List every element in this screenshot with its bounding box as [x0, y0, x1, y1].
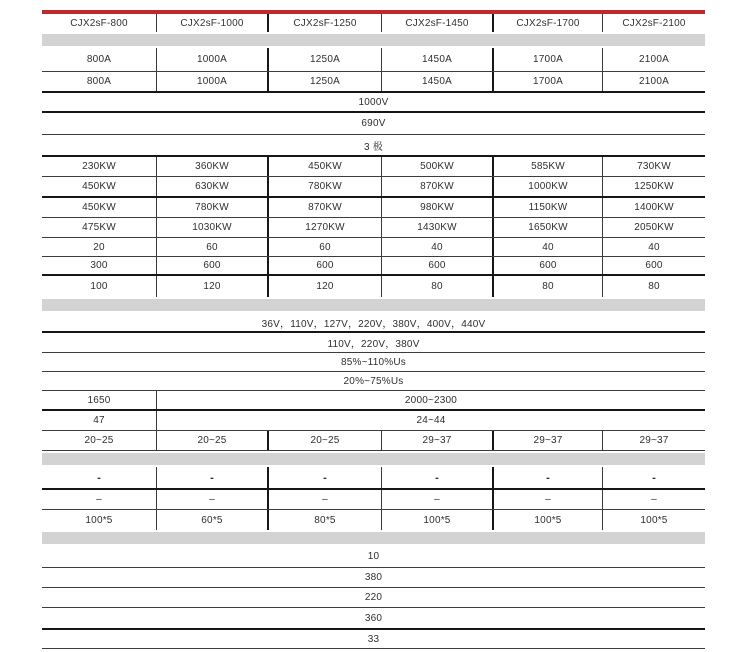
- table-header-row: [42, 14, 705, 32]
- table-row: [42, 490, 705, 510]
- table-cell: 29~37: [602, 431, 705, 450]
- table-row: [42, 113, 705, 135]
- table-cell: 1700A: [492, 72, 602, 91]
- column-header: CJX2sF-1700: [492, 14, 602, 32]
- column-header: CJX2sF-1000: [156, 14, 267, 32]
- table-row: [42, 276, 705, 297]
- table-cell-merged: 3 极: [364, 141, 383, 153]
- table-row: [42, 391, 705, 411]
- table-cell: 60: [267, 238, 381, 256]
- table-cell: 1000A: [156, 72, 267, 91]
- table-cell: 475KW: [82, 222, 116, 233]
- table-cell: 1250A: [267, 72, 381, 91]
- table-row: [42, 257, 705, 276]
- table-row: [42, 333, 705, 353]
- table-cell: 980KW: [381, 198, 492, 217]
- table-cell: 1250KW: [602, 177, 705, 196]
- table-cell-merged: 690V: [361, 118, 386, 129]
- table-cell: 40: [381, 238, 492, 256]
- table-cell: 29~37: [492, 431, 602, 450]
- table-row: [42, 431, 705, 451]
- table-cell: 1450A: [381, 72, 492, 91]
- table-cell: 20~25: [267, 431, 381, 450]
- table-cell: 360KW: [156, 157, 267, 176]
- table-cell-merged: 1000V: [358, 96, 389, 108]
- table-cell: 870KW: [267, 198, 381, 217]
- table-cell: 450KW: [267, 157, 381, 176]
- table-cell: 450KW: [82, 181, 116, 192]
- table-cell: 20: [93, 241, 105, 253]
- table-row: [42, 157, 705, 177]
- table-row: [42, 218, 705, 238]
- table-cell: –: [492, 490, 602, 509]
- table-cell: 600: [156, 257, 267, 274]
- table-cell-merged: 33: [367, 633, 380, 645]
- table-row: [42, 546, 705, 568]
- table-cell: –: [602, 490, 705, 509]
- table-cell: –: [156, 490, 267, 509]
- table-cell-merged: 20%~75%Us: [343, 375, 404, 387]
- table-cell: 120: [156, 276, 267, 297]
- table-row: [42, 630, 705, 649]
- table-cell: 1650KW: [492, 218, 602, 237]
- spec-table: [42, 10, 705, 649]
- table-row: [42, 588, 705, 608]
- table-cell: 1000KW: [492, 177, 602, 196]
- section-divider-band: [42, 451, 705, 467]
- table-cell: 80: [492, 276, 602, 297]
- section-divider-band: [42, 297, 705, 313]
- table-cell: 600: [602, 257, 705, 274]
- table-cell: 870KW: [381, 177, 492, 196]
- table-cell: 1150KW: [492, 198, 602, 217]
- table-cell: 1000A: [156, 48, 267, 71]
- table-cell: 1700A: [492, 48, 602, 71]
- column-header: CJX2sF-2100: [602, 14, 705, 32]
- table-cell: 585KW: [492, 157, 602, 176]
- table-cell: 1270KW: [267, 218, 381, 237]
- table-cell: 80*5: [267, 510, 381, 530]
- table-cell: 100*5: [602, 510, 705, 530]
- table-cell: 40: [602, 238, 705, 256]
- table-cell: 1650: [87, 394, 111, 406]
- table-cell-merged: 110V，220V，380V: [327, 339, 420, 350]
- table-cell: 800A: [86, 54, 112, 65]
- table-row: [42, 467, 705, 490]
- table-cell: 1450A: [381, 48, 492, 71]
- table-cell: 29~37: [381, 431, 492, 450]
- table-cell: 630KW: [156, 177, 267, 196]
- table-cell: 600: [381, 257, 492, 274]
- table-cell: 80: [602, 276, 705, 297]
- table-cell-merged: 24~44: [156, 411, 705, 430]
- table-cell: –: [381, 490, 492, 509]
- table-cell-merged: 220: [364, 592, 383, 603]
- table-row: [42, 93, 705, 113]
- table-row: [42, 198, 705, 218]
- table-cell: –: [267, 490, 381, 509]
- table-row: [42, 411, 705, 431]
- table-cell: 1400KW: [602, 198, 705, 217]
- table-cell: 800A: [86, 76, 112, 87]
- table-cell: 230KW: [82, 161, 116, 172]
- table-cell: 1030KW: [156, 218, 267, 237]
- table-row: [42, 372, 705, 391]
- table-cell: 100: [90, 281, 108, 292]
- table-cell: 730KW: [602, 157, 705, 176]
- table-cell: 2100A: [602, 48, 705, 71]
- table-cell: 500KW: [381, 157, 492, 176]
- table-row: [42, 510, 705, 530]
- table-cell-merged: 36V，110V，127V，220V，380V，400V，440V: [261, 318, 486, 330]
- table-cell: –: [96, 494, 102, 505]
- section-divider-band: [42, 32, 705, 48]
- table-cell: 60*5: [156, 510, 267, 530]
- table-cell: 80: [381, 276, 492, 297]
- table-cell: 780KW: [156, 198, 267, 217]
- table-cell: 1430KW: [381, 218, 492, 237]
- table-cell: 100*5: [381, 510, 492, 530]
- table-row: [42, 177, 705, 198]
- table-row: [42, 608, 705, 630]
- table-cell: -: [381, 467, 492, 488]
- table-cell: 2100A: [602, 72, 705, 91]
- table-cell: 300: [90, 260, 108, 271]
- table-cell-merged: 380: [364, 572, 383, 583]
- table-cell: 20~25: [84, 435, 114, 446]
- table-cell: 2050KW: [602, 218, 705, 237]
- table-cell: 40: [492, 238, 602, 256]
- table-row: [42, 353, 705, 372]
- column-header: CJX2sF-1450: [381, 14, 492, 32]
- table-cell: 60: [156, 238, 267, 256]
- table-row: [42, 313, 705, 333]
- table-cell: 450KW: [82, 202, 116, 213]
- table-cell: 600: [267, 257, 381, 274]
- section-divider-band: [42, 530, 705, 546]
- table-cell: 1250A: [267, 48, 381, 71]
- table-row: [42, 238, 705, 257]
- table-cell: -: [267, 467, 381, 488]
- table-cell-merged: 85%~110%Us: [341, 356, 406, 368]
- column-header: CJX2sF-1250: [267, 14, 381, 32]
- table-cell: 100*5: [85, 514, 113, 526]
- table-row: [42, 568, 705, 588]
- table-cell: 780KW: [267, 177, 381, 196]
- table-cell: 20~25: [156, 431, 267, 450]
- table-cell: 100*5: [492, 510, 602, 530]
- column-header: CJX2sF-800: [70, 17, 128, 29]
- table-cell: -: [97, 471, 101, 484]
- table-cell: -: [492, 467, 602, 488]
- table-row: [42, 72, 705, 93]
- table-cell: 47: [93, 415, 105, 426]
- table-cell: -: [156, 467, 267, 488]
- table-row: [42, 135, 705, 157]
- table-row: [42, 48, 705, 72]
- table-cell-merged: 2000~2300: [156, 391, 705, 409]
- table-cell-merged: 10: [367, 551, 380, 562]
- table-cell: 600: [492, 257, 602, 274]
- table-cell: 120: [267, 276, 381, 297]
- table-cell: -: [602, 467, 705, 488]
- table-cell-merged: 360: [364, 612, 383, 624]
